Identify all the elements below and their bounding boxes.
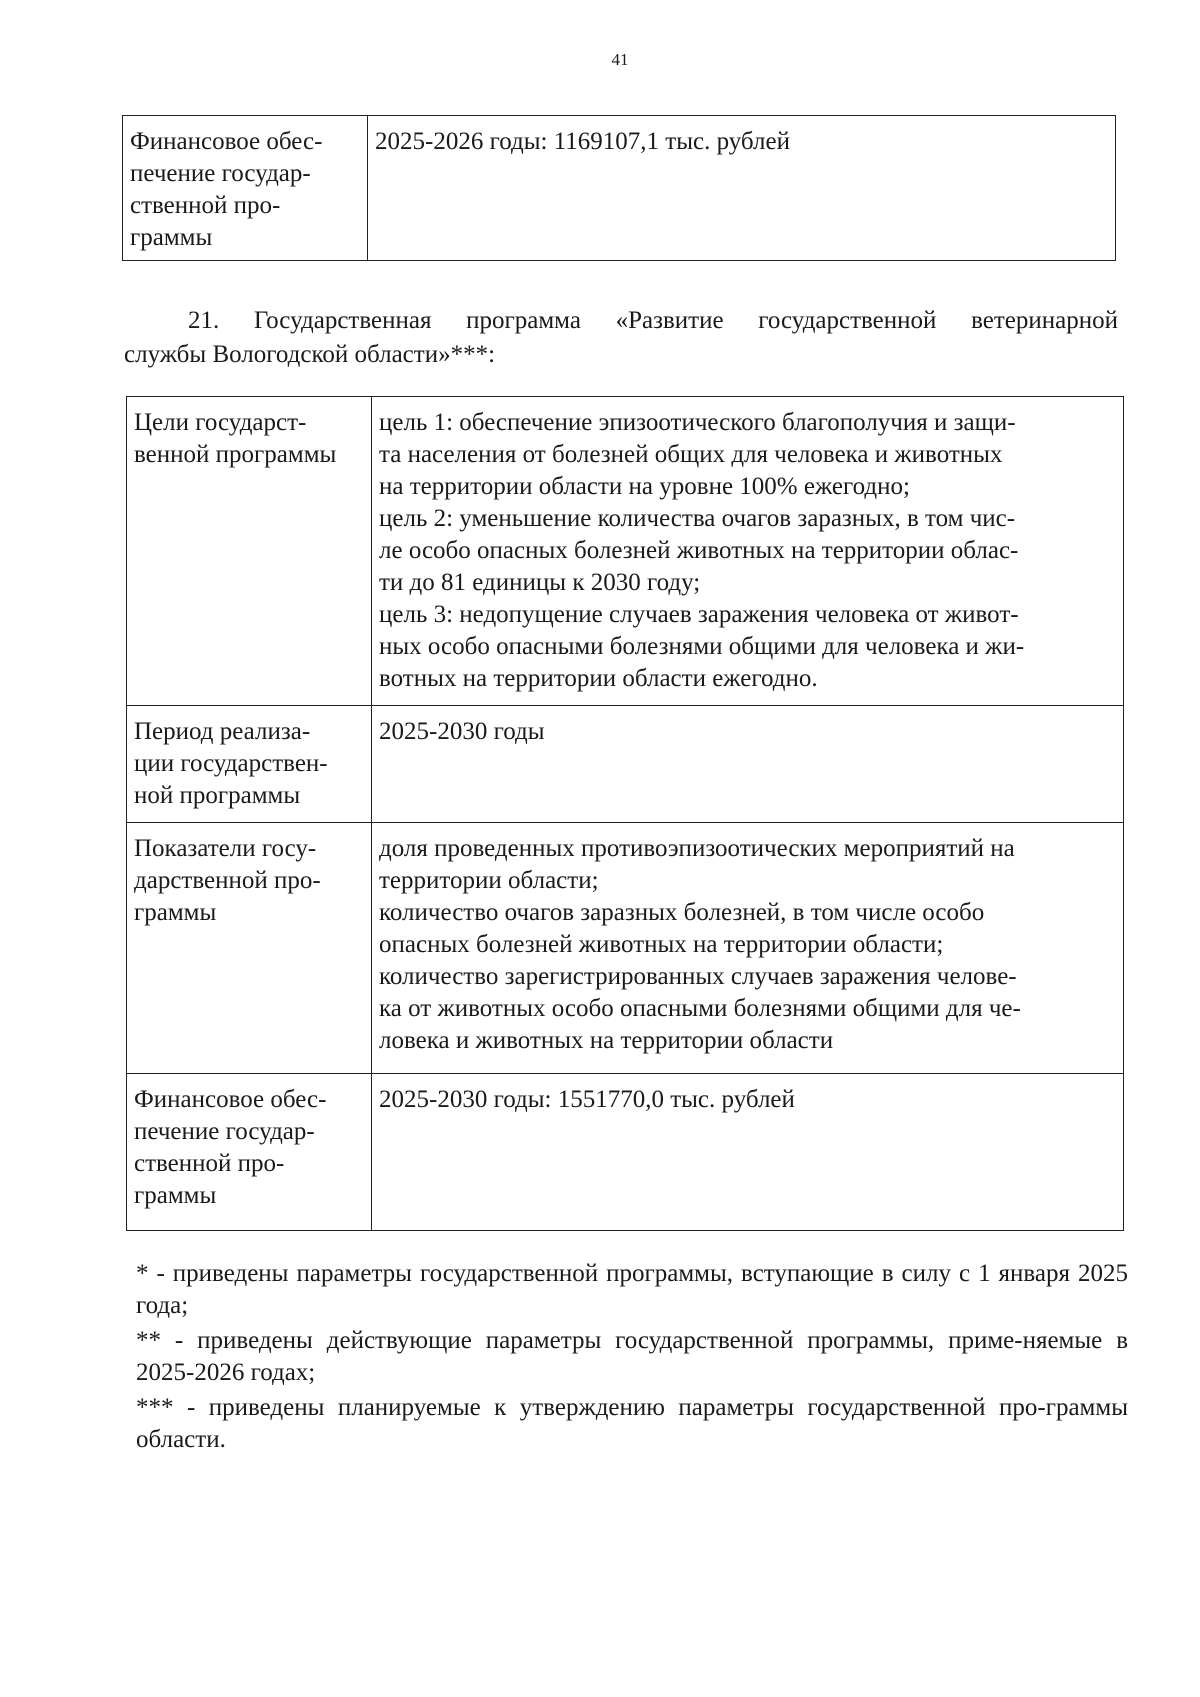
row-value-cell — [372, 397, 1124, 706]
row-label: Финансовое обес- печение государ- ственной про- граммы — [130, 128, 323, 251]
table-row — [127, 823, 1124, 1074]
table-row — [127, 1074, 1124, 1231]
row-value: 2025-2026 годы: 1169107,1 тыс. рублей — [375, 128, 790, 155]
row-label-cell — [127, 706, 372, 823]
row-label-cell — [123, 116, 368, 261]
row-value: цель 1: обеспечение эпизоотического благополучия и защи- та населения от болезней общих для человека и животных на территории области на уровне 100% ежегодно; цель 2: уменьшение количества очагов заразных, в том чис- ле особо опасных болезней животных на территории облас- ти до 81 единицы к 2030 году; цель 3: недопущение случаев заражения человека от живот- ных особо опасными болезнями общими для человека и жи- вотных на территории области ежегодно. — [379, 409, 1025, 692]
row-value: 2025-2030 годы — [379, 718, 545, 745]
section-heading-line-2: службы Вологодской области»***: — [124, 341, 496, 368]
section-heading — [124, 304, 1118, 372]
row-label-cell — [127, 823, 372, 1074]
row-label-cell — [127, 1074, 372, 1231]
row-value: 2025-2030 годы: 1551770,0 тыс. рублей — [379, 1086, 795, 1113]
row-label: Финансовое обес- печение государ- ственной про- граммы — [134, 1086, 327, 1209]
footnotes — [136, 1258, 1128, 1459]
program-passport-table — [126, 396, 1124, 1231]
table-row — [123, 116, 1116, 261]
row-value-cell — [368, 116, 1116, 261]
row-label: Показатели госу- дарственной про- граммы — [134, 835, 321, 926]
table-row — [127, 706, 1124, 823]
financing-table-previous — [122, 115, 1116, 261]
row-label: Цели государст- венной программы — [134, 409, 337, 468]
footnote-3: *** - приведены планируемые к утверждению параметры государственной про-граммы области. — [136, 1394, 1128, 1453]
table-row — [127, 397, 1124, 706]
row-value-cell — [372, 706, 1124, 823]
row-value-cell — [372, 823, 1124, 1074]
row-value-cell — [372, 1074, 1124, 1231]
footnote-1: * - приведены параметры государственной программы, вступающие в силу с 1 января 2025 года; — [136, 1260, 1128, 1319]
page-number: 41 — [611, 50, 629, 69]
row-label: Период реализа- ции государствен- ной программы — [134, 718, 328, 809]
section-heading-line-1: 21. Государственная программа «Развитие государственной ветеринарной — [188, 307, 1118, 334]
row-value: доля проведенных противоэпизоотических мероприятий на территории области; количество очагов заразных болезней, в том числе особо опасных болезней животных на территории области; количество зарегистрированных случаев заражения челове- ка от животных особо опасными болезнями общими для че- ловека и животных на территории области — [379, 835, 1021, 1054]
footnote-2: ** - приведены действующие параметры государственной программы, приме-няемые в 2025-2026 годах; — [136, 1327, 1128, 1386]
row-label-cell — [127, 397, 372, 706]
